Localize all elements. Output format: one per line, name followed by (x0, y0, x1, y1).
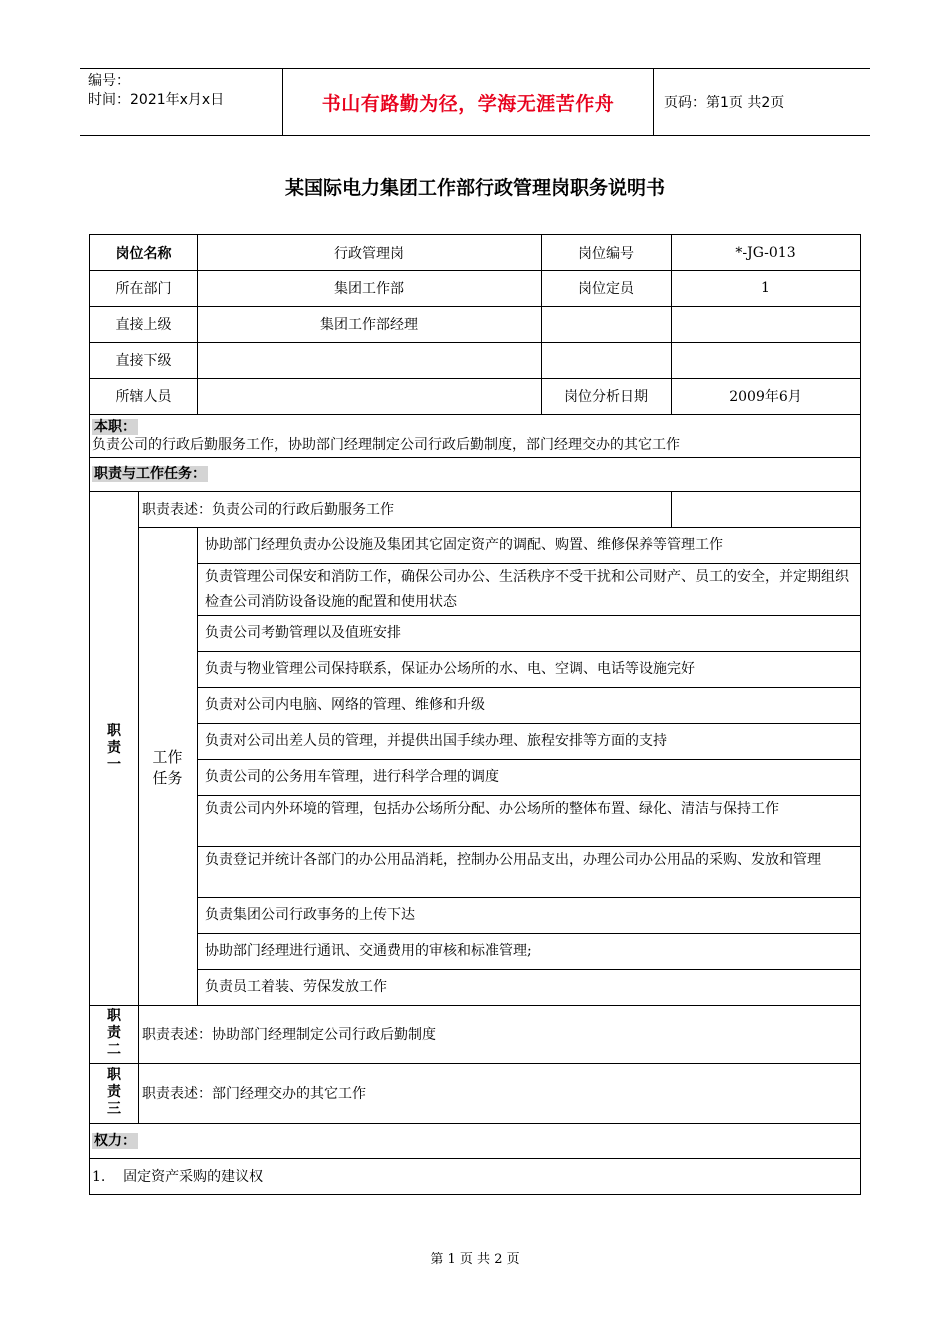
task-item: 协助部门经理负责办公设施及集团其它固定资产的调配、购置、维修保养等管理工作 (205, 537, 723, 553)
authority-heading: 权力： (94, 1133, 136, 1149)
header-motto: 书山有路勤为径，学海无涯苦作舟 (282, 69, 654, 135)
subordinate-label: 直接下级 (115, 353, 172, 369)
document-title: 某国际电力集团工作部行政管理岗职务说明书 (284, 177, 665, 199)
responsibility-2-label: 职 责 二 (107, 1008, 121, 1058)
position-code-value: *-JG-013 (735, 244, 796, 261)
responsibility-3-statement: 职责表述：部门经理交办的其它工作 (142, 1086, 366, 1102)
task-item: 负责与物业管理公司保持联系，保证办公场所的水、电、空调、电话等设施完好 (205, 661, 695, 677)
headcount-value: 1 (761, 280, 770, 296)
header-meta (80, 69, 282, 135)
superior-value: 集团工作部经理 (320, 317, 418, 333)
work-tasks-label: 工作 任务 (152, 748, 183, 787)
document-header (80, 68, 870, 136)
number-label: 编号： (88, 73, 130, 89)
task-item: 负责对公司出差人员的管理，并提供出国手续办理、旅程安排等方面的支持 (205, 733, 667, 749)
job-description-table (89, 234, 861, 1195)
analysis-date-label: 岗位分析日期 (564, 389, 648, 405)
responsibility-2-statement: 职责表述：协助部门经理制定公司行政后勤制度 (142, 1027, 436, 1043)
page-footer: 第 1 页 共 2 页 (430, 1252, 520, 1267)
time-label: 时间：2021年x月x日 (88, 92, 225, 108)
task-item: 负责公司的公务用车管理，进行科学合理的调度 (205, 769, 499, 785)
position-name-value: 行政管理岗 (334, 245, 404, 262)
superior-label: 直接上级 (115, 317, 172, 333)
task-item: 负责登记并统计各部门的办公用品消耗，控制办公用品支出，办理公司办公用品的采购、发放和管理 (205, 852, 821, 868)
duty-text: 负责公司的行政后勤服务工作，协助部门经理制定公司行政后勤制度，部门经理交办的其它工作 (92, 437, 680, 453)
task-item: 负责集团公司行政事务的上传下达 (205, 907, 415, 923)
responsibility-1-statement: 职责表述：负责公司的行政后勤服务工作 (142, 502, 394, 518)
department-value: 集团工作部 (334, 281, 404, 297)
task-item: 协助部门经理进行通讯、交通费用的审核和标准管理; (205, 943, 532, 959)
position-name-label: 岗位名称 (115, 245, 172, 262)
header-page-label: 页码：第1页 共2页 (664, 95, 785, 111)
duty-heading: 本职： (94, 419, 136, 435)
task-item: 负责管理公司保安和消防工作，确保公司办公、生活秩序不受干扰和公司财产、员工的安全，并定期组织检查公司消防设备设施的配置和使用状态 (205, 569, 849, 610)
analysis-date-value: 2009年6月 (729, 389, 802, 405)
staff-label: 所辖人员 (115, 389, 172, 405)
department-label: 所在部门 (115, 281, 172, 297)
responsibility-3-label: 职 责 三 (107, 1067, 121, 1117)
task-item: 负责公司考勤管理以及值班安排 (205, 625, 401, 641)
position-code-label: 岗位编号 (578, 245, 634, 262)
responsibility-1-label: 职 责 一 (107, 723, 121, 773)
headcount-label: 岗位定员 (578, 281, 634, 297)
task-item: 负责公司内外环境的管理，包括办公场所分配、办公场所的整体布置、绿化、清洁与保持工作 (205, 801, 779, 817)
responsibilities-heading: 职责与工作任务： (94, 466, 206, 482)
task-item: 负责员工着装、劳保发放工作 (205, 979, 387, 995)
authority-item: 1. 固定资产采购的建议权 (92, 1169, 264, 1185)
task-item: 负责对公司内电脑、网络的管理、维修和升级 (205, 697, 485, 713)
